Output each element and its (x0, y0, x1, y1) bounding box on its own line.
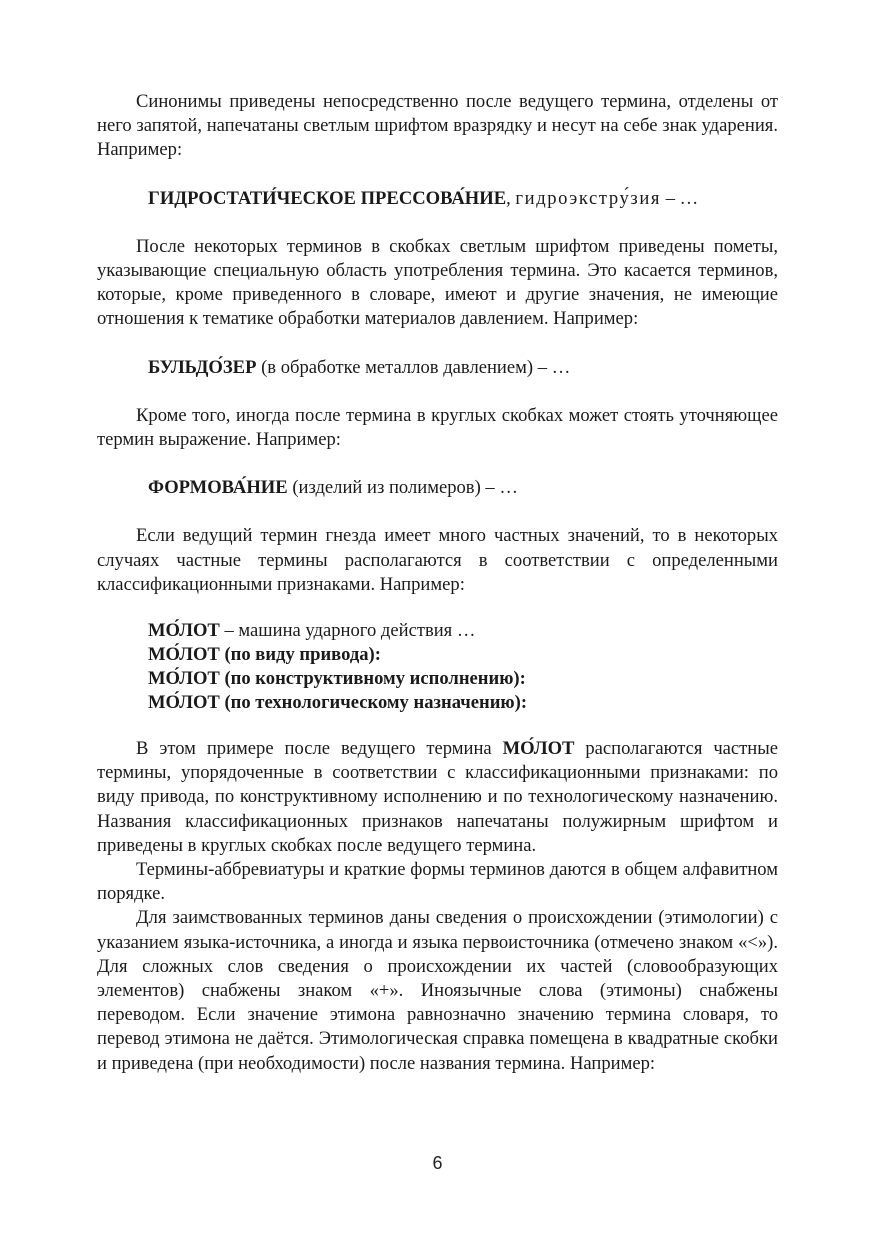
list-item: МО́ЛОТ (по технологическому назначению): (148, 692, 528, 714)
example-mark (97, 356, 778, 380)
example-tail: (изделий из полимеров) – … (287, 477, 518, 499)
example-term: ФОРМОВА́НИЕ (148, 477, 288, 499)
example-term: ГИДРОСТАТИ́ЧЕСКОЕ ПРЕССОВА́НИЕ (148, 187, 507, 209)
list-item: МО́ЛОТ (по виду привода): (148, 644, 381, 666)
text-run: располагаются частные термины, упорядоченные в соответствии с классификационными признаками: по виду привода, по конструктивному исполнению и по технологическому назначению. Названия классификационных признаков напечатаны полужирным шрифтом и приведены в круглых скобках после ведущего термина. (97, 738, 779, 856)
list-item: МО́ЛОТ (по конструктивному исполнению): (148, 668, 526, 690)
example-synonym (97, 187, 778, 211)
paragraph-partial-meanings: Если ведущий термин гнезда имеет много частных значений, то в некоторых случаях частные термины располагаются в соответствии с определенными классификационными признаками. Например: (97, 525, 778, 595)
paragraph-synonyms: Синонимы приведены непосредственно после ведущего термина, отделены от него запятой, напечатаны светлым шрифтом вразрядку и несут на себе знак ударения. Например: (97, 91, 778, 161)
example-synonym-word: гидроэкстру́зия (515, 187, 662, 209)
paragraph-marks: После некоторых терминов в скобках светлым шрифтом приведены пометы, указывающие специальную область употребления термина. Это касается терминов, которые, кроме приведенного в словаре, имеют и другие значения, не имеющие отношения к тематике обработки материалов давлением. Например: (97, 235, 778, 330)
example-list (97, 619, 778, 715)
example-tail: – … (661, 187, 699, 209)
page-body (97, 90, 778, 1076)
page-number: 6 (432, 1153, 443, 1173)
example-tail: (в обработке металлов давлением) – … (256, 356, 571, 378)
example-clarifying (97, 476, 778, 500)
list-item-tail: – машина ударного действия … (219, 620, 476, 642)
example-separator: , (506, 187, 516, 209)
paragraph-abbreviations: Термины-аббревиатуры и краткие формы терминов даются в общем алфавитном порядке. (97, 859, 778, 905)
paragraph-etymology: Для заимствованных терминов даны сведения о происхождении (этимологии) с указанием языка-источника, а иногда и языка первоисточника (отмечено знаком «<»). Для сложных слов сведения о происхождении их частей (словообразующих элементов) снабжены знаком «+». Иноязычные слова (этимоны) снабжены переводом. Если значение этимона равнозначно значению термина словаря, то перевод этимона не даётся. Этимологическая справка помещена в квадратные скобки и приведена (при необходимости) после названия термина. Например: (97, 907, 778, 1074)
paragraph-example-explanation (97, 737, 778, 858)
text-run: В этом примере после ведущего термина (136, 738, 503, 760)
inline-term: МО́ЛОТ (502, 738, 575, 760)
example-term: БУЛЬДО́ЗЕР (148, 356, 257, 378)
list-item (148, 619, 778, 643)
paragraph-clarifying: Кроме того, иногда после термина в круглых скобках может стоять уточняющее термин выражение. Например: (97, 404, 778, 451)
list-item-term: МО́ЛОТ (148, 620, 220, 642)
